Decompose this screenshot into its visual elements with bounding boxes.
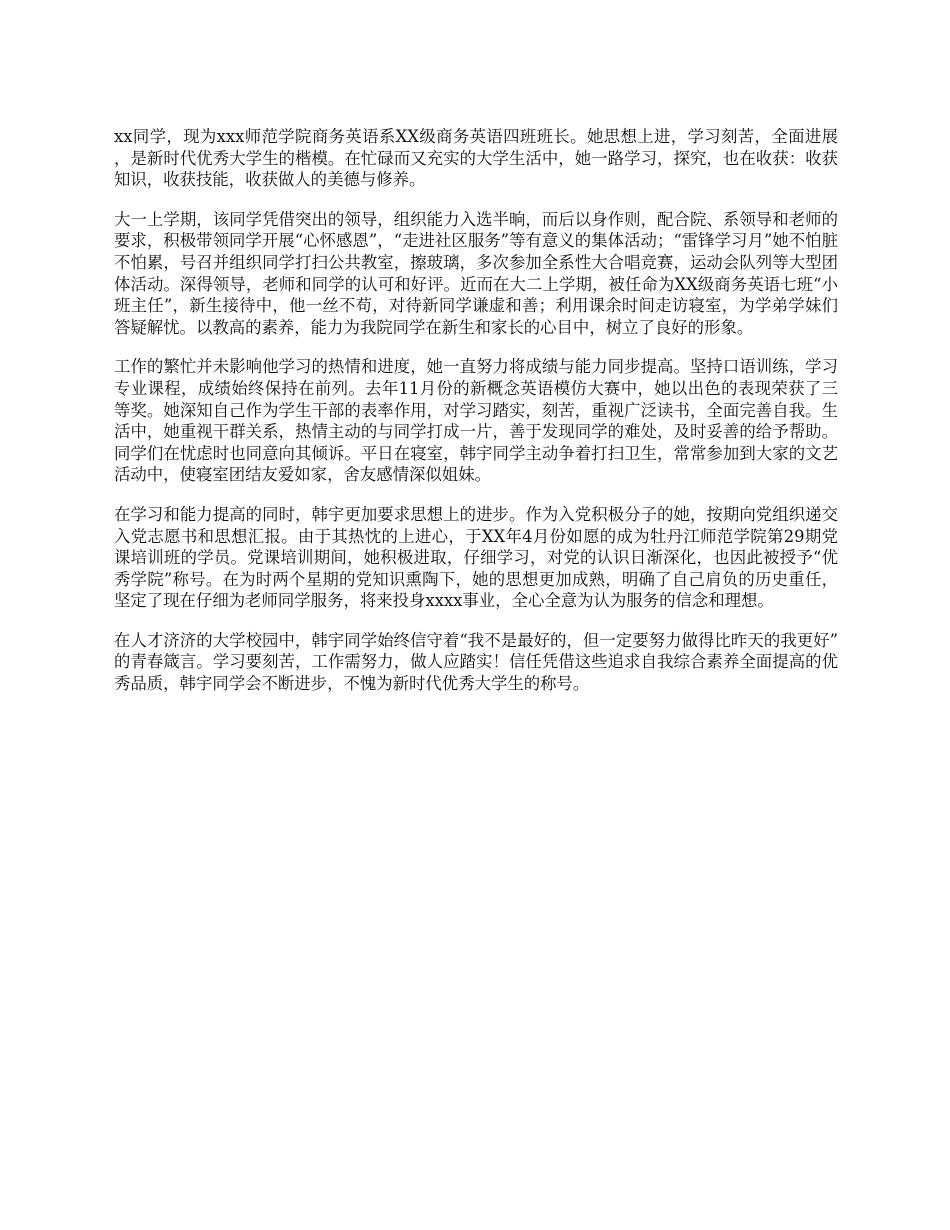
paragraph-2: 大一上学期，该同学凭借突出的领导，组织能力入选半晌，而后以身作则，配合院、系领导和老师的要求，积极带领同学开展“心怀感恩”，“走进社区服务”等有意义的集体活动；“雷锋学习月”她不怕脏不怕累，号召并组织同学打扫公共教室，擦玻璃，多次参加全系性大合唱竞赛，运动会队列等大型团体活动。深得领导，老师和同学的认可和好评。近而在大二上学期，被任命为XX级商务英语七班“小班主任”，新生接待中，他一丝不苟，对待新同学谦虚和善；利用课余时间走访寝室，为学弟学妹们答疑解忧。以教高的素养，能力为我院同学在新生和家长的心目中，树立了良好的形象。: [114, 209, 838, 337]
document-body: [114, 126, 838, 713]
paragraph-5: 在人才济济的大学校园中，韩宇同学始终信守着“我不是最好的，但一定要努力做得比昨天的我更好”的青春箴言。学习要刻苦，工作需努力，做人应踏实！信任凭借这些追求自我综合素养全面提高的优秀品质，韩宇同学会不断进步，不愧为新时代优秀大学生的称号。: [114, 630, 838, 694]
paragraph-1: xx同学，现为xxx师范学院商务英语系XX级商务英语四班班长。她思想上进，学习刻苦，全面进展，是新时代优秀大学生的楷模。在忙碌而又充实的大学生活中，她一路学习，探究，也在收获：收获知识，收获技能，收获做人的美德与修养。: [114, 127, 838, 190]
paragraph-4: 在学习和能力提高的同时，韩宇更加要求思想上的进步。作为入党积极分子的她，按期向党组织递交入党志愿书和思想汇报。由于其热忱的上进心，于XX年4月份如愿的成为牡丹江师范学院第29期党课培训班的学员。党课培训期间，她积极进取，仔细学习，对党的认识日渐深化，也因此被授予“优秀学院”称号。在为时两个星期的党知识熏陶下，她的思想更加成熟，明确了自己肩负的历史重任，坚定了现在仔细为老师同学服务，将来投身xxxx事业，全心全意为认为服务的信念和理想。: [114, 504, 838, 611]
paragraph-3: 工作的繁忙并未影响他学习的热情和进度，她一直努力将成绩与能力同步提高。坚持口语训练，学习专业课程，成绩始终保持在前列。去年11月份的新概念英语模仿大赛中，她以出色的表现荣获了三等奖。她深知自己作为学生干部的表率作用，对学习踏实，刻苦，重视广泛读书，全面完善自我。生活中，她重视干群关系，热情主动的与同学打成一片，善于发现同学的难处，及时妥善的给予帮助。同学们在忧虑时也同意向其倾诉。平日在寝室，韩宇同学主动争着打扫卫生，常常参加到大家的文艺活动中，使寝室团结友爱如家，舍友感情深似姐妹。: [114, 357, 838, 485]
